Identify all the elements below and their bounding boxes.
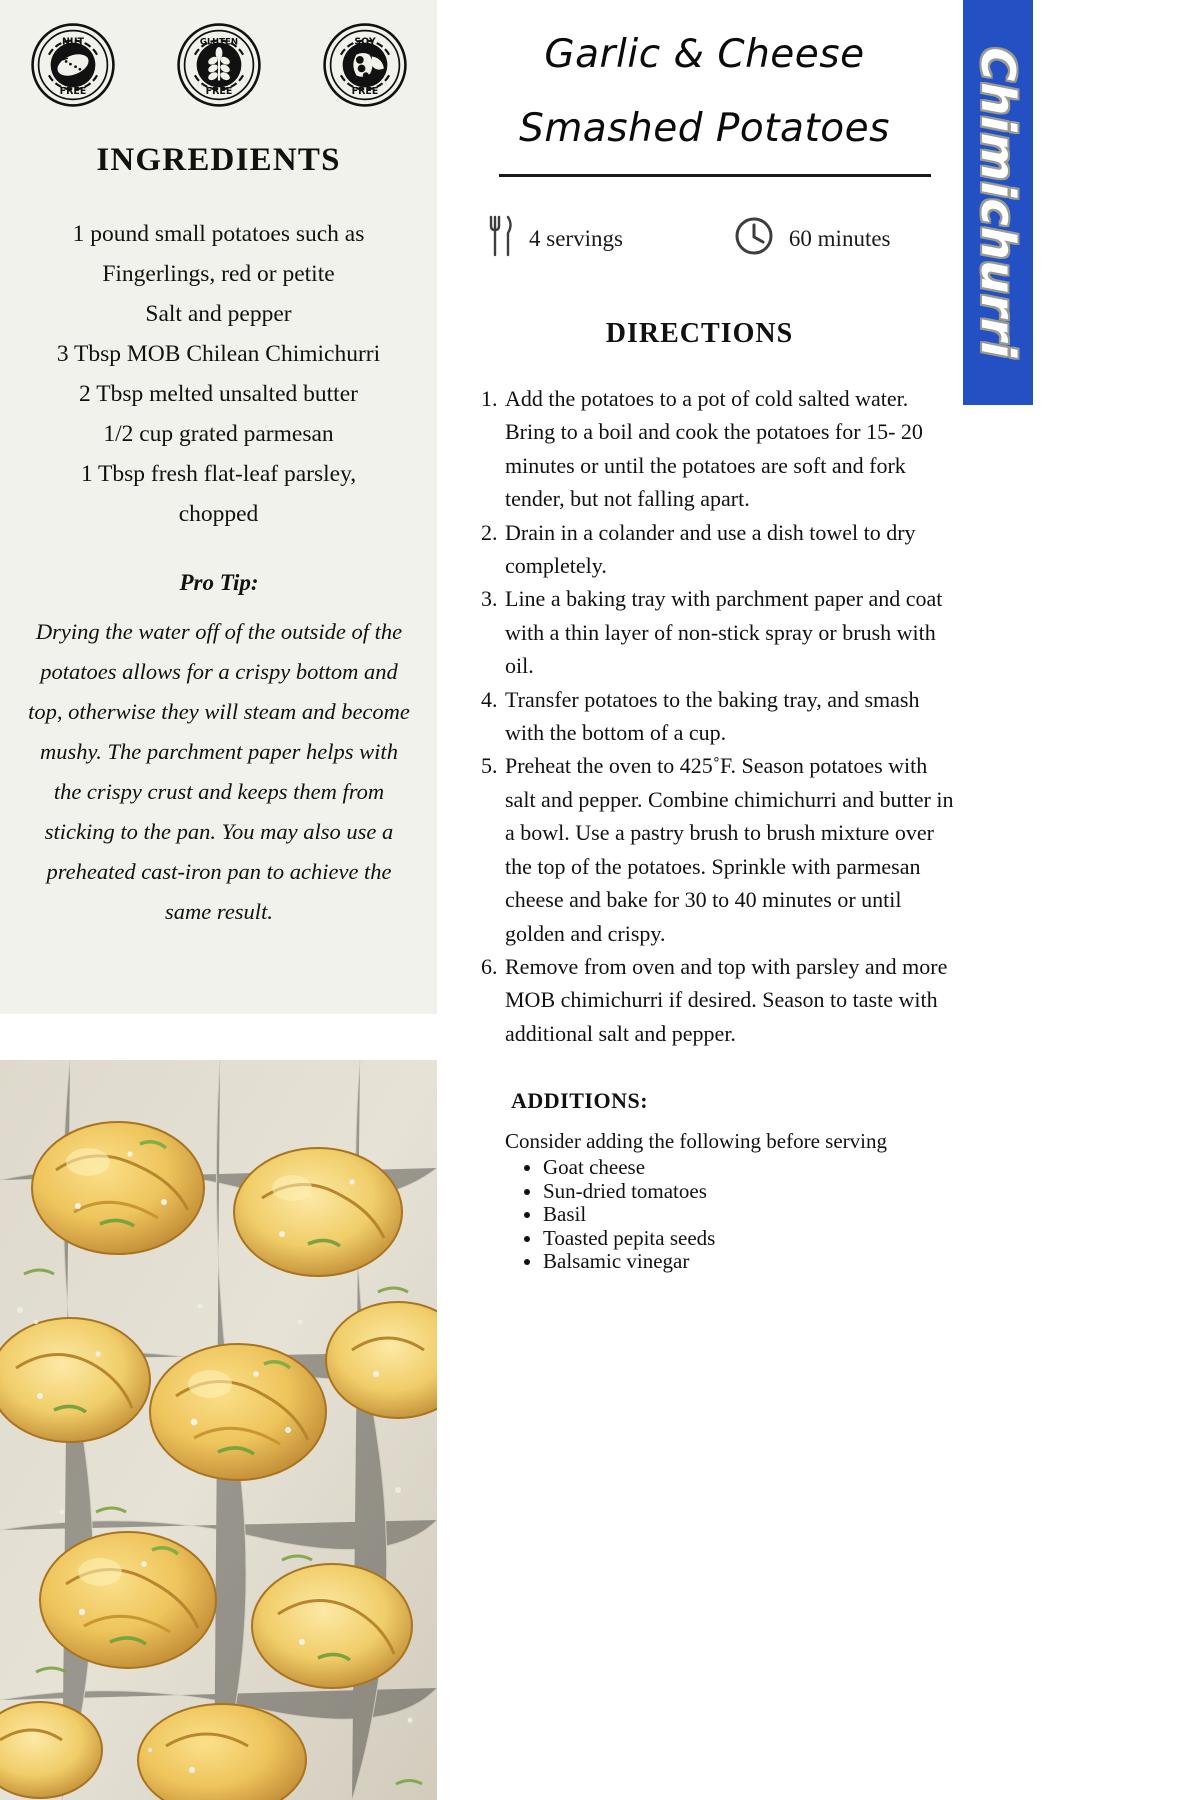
gluten-free-badge: [176, 22, 262, 108]
title-divider: [499, 174, 931, 177]
list-item: 3. Line a baking tray with parchment paper and coat with a thin layer of non-stick spray or brush with oil.: [503, 582, 963, 682]
pro-tip-block: [28, 570, 410, 932]
time-meta: [733, 215, 891, 262]
ingredients-heading: INGREDIENTS: [96, 142, 341, 178]
pro-tip-body: Drying the water off of the outside of the potatoes allows for a crispy bottom and top, otherwise they will steam and become mushy. The parchment paper helps with the crispy crust and keeps them from sticking to the pan. You may also use a preheated cast-iron pan to achieve the same result.: [28, 619, 410, 924]
list-item: 6. Remove from oven and top with parsley and more MOB chimichurri if desired. Season to taste with additional salt and pepper.: [503, 950, 963, 1050]
recipe-title-line-1: Garlic & Cheese: [544, 32, 865, 77]
svg-text:NUT: NUT: [61, 36, 84, 48]
list-item: 2. Drain in a colander and use a dish towel to dry completely.: [503, 516, 963, 583]
recipe-main-panel: [437, 0, 962, 1800]
svg-text:FREE: FREE: [351, 86, 378, 98]
list-item: 4. Transfer potatoes to the baking tray, and smash with the bottom of a cup.: [503, 683, 963, 750]
ingredients-panel: [0, 0, 437, 1014]
list-item: • Goat cheese: [543, 1156, 962, 1180]
pro-tip-title: Pro Tip:: [179, 570, 259, 595]
clock-icon: [733, 215, 775, 262]
recipe-meta-row: [473, 213, 943, 264]
servings-meta: [485, 213, 623, 264]
chimichurri-label: Chimichurri: [971, 47, 1025, 358]
list-item: 1 pound small potatoes such as: [72, 221, 365, 247]
chimichurri-side-tab: [963, 0, 1033, 405]
list-item: • Balsamic vinegar: [543, 1250, 962, 1274]
directions-list: [477, 382, 963, 1050]
additions-list: [437, 1156, 962, 1274]
recipe-title-line-2: Smashed Potatoes: [519, 106, 890, 151]
servings-label: 4 servings: [529, 225, 623, 251]
svg-text:FREE: FREE: [205, 86, 232, 98]
list-item: 1/2 cup grated parmesan: [103, 421, 334, 447]
list-item: Fingerlings, red or petite: [102, 261, 335, 287]
list-item: 2 Tbsp melted unsalted butter: [79, 381, 358, 407]
list-item: 1. Add the potatoes to a pot of cold salted water. Bring to a boil and cook the potatoes for 15- 20 minutes or until the potatoes are soft and fork tender, but not falling apart.: [503, 382, 963, 516]
dietary-badge-row: [0, 22, 437, 108]
recipe-photo: [0, 1060, 437, 1800]
list-item: • Sun-dried tomatoes: [543, 1180, 962, 1204]
svg-text:GLUTEN: GLUTEN: [199, 37, 238, 48]
ingredients-list: [26, 214, 411, 534]
directions-heading: DIRECTIONS: [605, 318, 794, 349]
svg-text:SOY: SOY: [353, 36, 376, 48]
list-item: • Basil: [543, 1203, 962, 1227]
additions-block: [437, 1088, 962, 1274]
time-label: 60 minutes: [788, 225, 891, 251]
list-item: 1 Tbsp fresh flat-leaf parsley,: [80, 461, 357, 487]
soy-free-badge: [322, 22, 408, 108]
list-item: chopped: [178, 501, 259, 527]
list-item: Salt and pepper: [145, 301, 292, 327]
additions-intro: Consider adding the following before serving: [505, 1129, 887, 1153]
additions-heading: ADDITIONS:: [511, 1088, 649, 1113]
nut-free-badge: [30, 22, 116, 108]
svg-text:FREE: FREE: [59, 86, 86, 98]
fork-knife-icon: [485, 213, 515, 264]
list-item: • Toasted pepita seeds: [543, 1227, 962, 1251]
page-title: [457, 18, 952, 166]
list-item: 3 Tbsp MOB Chilean Chimichurri: [56, 341, 381, 367]
list-item: 5. Preheat the oven to 425˚F. Season potatoes with salt and pepper. Combine chimichurri and butter in a bowl. Use a pastry brush to brush mixture over the top of the potatoes. Sprinkle with parmesan cheese and bake for 30 to 40 minutes or until golden and crispy.: [503, 749, 963, 949]
